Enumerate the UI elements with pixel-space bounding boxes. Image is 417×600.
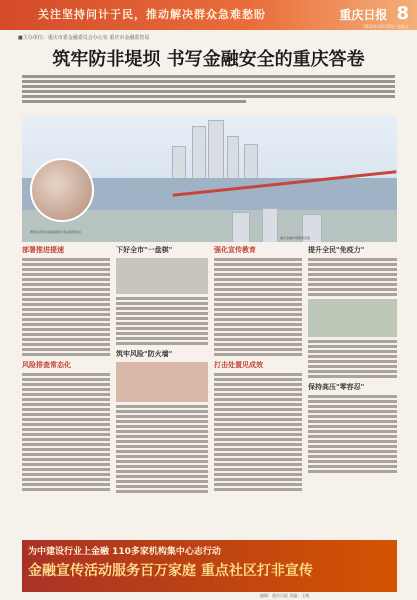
text-line (214, 263, 302, 266)
text-line (214, 333, 302, 336)
text-line (22, 393, 110, 396)
text-line (308, 370, 397, 373)
text-line (308, 273, 397, 276)
text-line (22, 283, 110, 286)
inset-photo (30, 158, 94, 222)
text-line (22, 75, 395, 78)
text-line (22, 378, 110, 381)
text-line (214, 313, 302, 316)
text-line (214, 468, 302, 471)
text-line (22, 443, 110, 446)
text-line (22, 408, 110, 411)
text-line (22, 448, 110, 451)
building (232, 212, 250, 242)
text-line (214, 318, 302, 321)
section-title: 下好全市"一盘棋" (116, 246, 173, 254)
text-line (214, 383, 302, 386)
issue-date: 2023年10月20日 星期五 (363, 24, 409, 29)
text-line (116, 445, 208, 448)
text-line (22, 353, 110, 356)
text-line (116, 430, 208, 433)
text-line (214, 298, 302, 301)
column-2 (116, 245, 208, 495)
section-title: 提升全民"免疫力" (308, 246, 365, 254)
text-line (308, 415, 397, 418)
text-line (116, 342, 208, 345)
text-line (22, 308, 110, 311)
text-line (116, 337, 208, 340)
text-line (22, 338, 110, 341)
text-line (308, 395, 397, 398)
top-slogan: 关注坚持问计于民，推动解决群众急难愁盼 (38, 8, 266, 21)
footer-credits: 编辑：重庆日报 美编：王晓 (260, 593, 310, 598)
text-line (308, 293, 397, 296)
text-line (116, 440, 208, 443)
text-line (214, 418, 302, 421)
text-line (22, 293, 110, 296)
banner-line-2: 金融宣传活动服务百万家庭 重点社区打非宣传 (28, 563, 313, 579)
text-line (22, 423, 110, 426)
text-line (308, 425, 397, 428)
text-line (214, 473, 302, 476)
text-line (214, 338, 302, 341)
news-photo (116, 258, 208, 294)
text-line (308, 283, 397, 286)
building (262, 208, 278, 242)
text-line (22, 398, 110, 401)
bottom-banner (22, 540, 397, 592)
photo-caption: 群众在宣传栏前阅读防范非法集资知识 (30, 230, 82, 234)
text-line (22, 478, 110, 481)
text-line (308, 345, 397, 348)
text-line (214, 308, 302, 311)
text-line (116, 480, 208, 483)
text-line (214, 413, 302, 416)
text-line (116, 435, 208, 438)
text-line (22, 85, 395, 88)
text-line (22, 263, 110, 266)
text-line (214, 448, 302, 451)
text-line (22, 373, 110, 376)
text-line (116, 470, 208, 473)
text-line (22, 388, 110, 391)
text-line (116, 327, 208, 330)
text-line (214, 273, 302, 276)
news-photo (308, 299, 397, 337)
text-line (214, 398, 302, 401)
text-line (22, 488, 110, 491)
text-line (116, 460, 208, 463)
text-line (308, 365, 397, 368)
text-line (214, 443, 302, 446)
text-line (308, 470, 397, 473)
text-line (308, 435, 397, 438)
text-line (308, 430, 397, 433)
text-line (214, 433, 302, 436)
text-line (214, 268, 302, 271)
text-line (116, 465, 208, 468)
section-title: 筑牢风险"防火墙" (116, 350, 173, 358)
text-line (116, 332, 208, 335)
text-line (22, 413, 110, 416)
column-4 (308, 245, 397, 475)
text-line (214, 258, 302, 261)
text-line (308, 360, 397, 363)
text-line (308, 455, 397, 458)
text-line (308, 355, 397, 358)
text-line (308, 465, 397, 468)
news-photo (116, 362, 208, 402)
text-line (214, 408, 302, 411)
text-line (214, 403, 302, 406)
text-line (214, 323, 302, 326)
text-line (22, 100, 246, 103)
text-line (308, 350, 397, 353)
text-line (22, 328, 110, 331)
text-line (308, 440, 397, 443)
text-line (214, 373, 302, 376)
text-line (116, 485, 208, 488)
text-line (22, 428, 110, 431)
text-line (22, 303, 110, 306)
text-line (308, 410, 397, 413)
text-line (116, 450, 208, 453)
text-line (308, 450, 397, 453)
text-line (22, 333, 110, 336)
text-line (308, 445, 397, 448)
section-title: 风险排查常态化 (22, 361, 71, 369)
text-line (214, 428, 302, 431)
text-line (308, 340, 397, 343)
text-line (116, 297, 208, 300)
text-line (22, 473, 110, 476)
text-line (214, 423, 302, 426)
text-line (214, 463, 302, 466)
text-line (22, 463, 110, 466)
page-headline: 筑牢防非堤坝 书写金融安全的重庆答卷 (52, 49, 365, 70)
text-line (214, 293, 302, 296)
text-line (214, 438, 302, 441)
banner-line-1: 为中建设行业上金融 110多家机构集中心志行动 (28, 547, 221, 557)
text-line (214, 288, 302, 291)
text-line (308, 258, 397, 261)
text-line (214, 278, 302, 281)
text-line (22, 403, 110, 406)
text-line (308, 375, 397, 378)
text-line (308, 263, 397, 266)
text-line (308, 278, 397, 281)
newspaper-name: 重庆日报 (339, 8, 388, 22)
text-line (22, 298, 110, 301)
text-line (116, 307, 208, 310)
hero-caption: 重庆金融市场繁荣发展 (280, 236, 311, 240)
page-number: 8 (396, 3, 409, 24)
text-line (22, 438, 110, 441)
text-line (308, 405, 397, 408)
section-title: 部署推进提速 (22, 246, 64, 254)
text-line (116, 425, 208, 428)
text-line (116, 405, 208, 408)
text-line (214, 488, 302, 491)
text-line (22, 458, 110, 461)
text-line (116, 317, 208, 320)
text-line (116, 490, 208, 493)
lede-paragraph (22, 73, 395, 105)
text-line (214, 348, 302, 351)
kicker-line: ■主办单位：重庆市委金融委员会办公室 重庆市金融监管局 (18, 35, 150, 41)
text-line (116, 475, 208, 478)
text-line (214, 328, 302, 331)
column-3 (214, 245, 302, 493)
column-1 (22, 245, 110, 493)
text-line (214, 353, 302, 356)
text-line (308, 288, 397, 291)
text-line (22, 383, 110, 386)
section-title: 保持高压"零容忍" (308, 383, 365, 391)
text-line (116, 312, 208, 315)
text-line (214, 458, 302, 461)
text-line (214, 483, 302, 486)
text-line (22, 258, 110, 261)
text-line (22, 323, 110, 326)
text-line (116, 420, 208, 423)
text-line (22, 468, 110, 471)
text-line (116, 455, 208, 458)
text-line (116, 302, 208, 305)
text-line (308, 400, 397, 403)
text-line (214, 453, 302, 456)
text-line (116, 322, 208, 325)
text-line (22, 80, 395, 83)
text-line (116, 410, 208, 413)
text-line (214, 393, 302, 396)
top-banner (0, 0, 417, 30)
masthead (339, 3, 409, 30)
text-line (308, 460, 397, 463)
text-line (214, 343, 302, 346)
text-line (22, 418, 110, 421)
text-line (214, 378, 302, 381)
text-line (22, 278, 110, 281)
text-line (22, 268, 110, 271)
text-line (22, 313, 110, 316)
text-line (116, 415, 208, 418)
text-line (22, 90, 395, 93)
text-line (22, 348, 110, 351)
text-line (22, 318, 110, 321)
text-line (22, 95, 395, 98)
text-line (22, 453, 110, 456)
text-line (214, 388, 302, 391)
text-line (22, 483, 110, 486)
text-line (214, 303, 302, 306)
text-line (214, 283, 302, 286)
section-title: 强化宣传教育 (214, 246, 256, 254)
text-line (308, 420, 397, 423)
text-line (214, 478, 302, 481)
text-line (22, 433, 110, 436)
text-line (22, 343, 110, 346)
text-line (308, 268, 397, 271)
text-line (22, 273, 110, 276)
section-title: 打击处置见成效 (214, 361, 263, 369)
text-line (22, 288, 110, 291)
